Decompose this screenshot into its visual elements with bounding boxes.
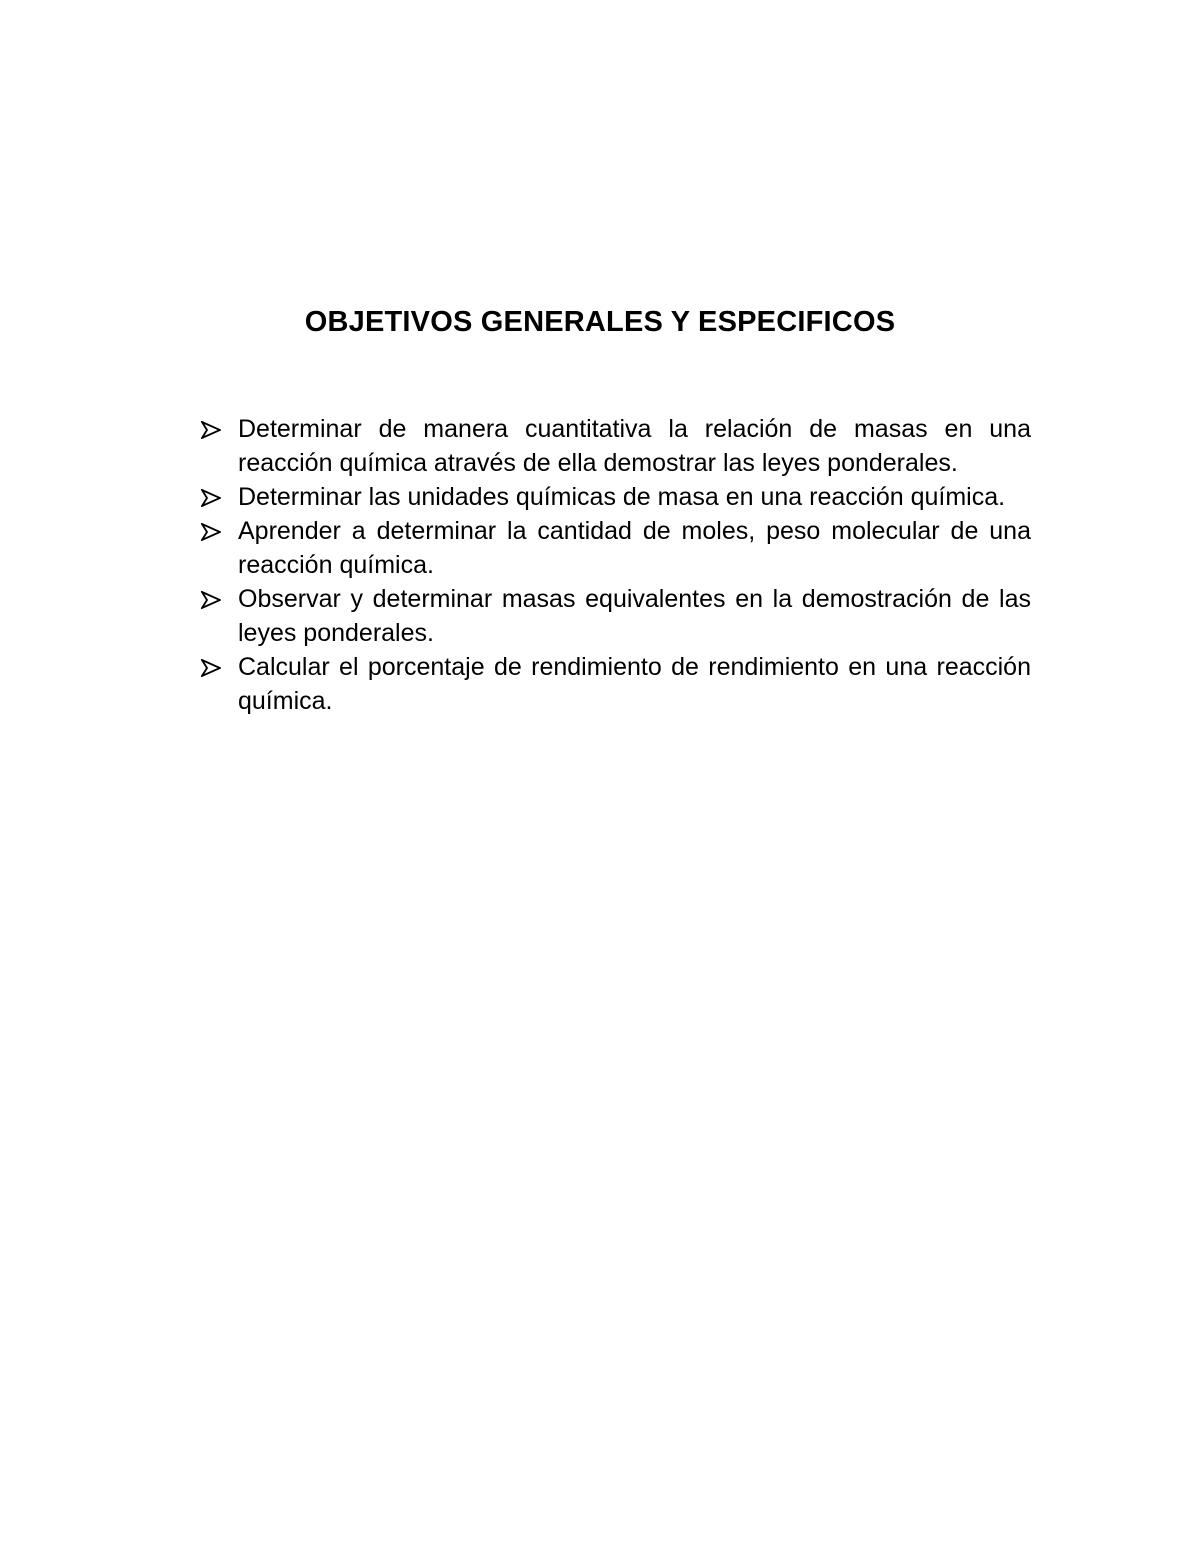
page-title: OBJETIVOS GENERALES Y ESPECIFICOS bbox=[304, 306, 896, 338]
list-item bbox=[201, 412, 1031, 480]
objective-text: Aprender a determinar la cantidad de moles, peso molecular de una reacción química. bbox=[238, 517, 1031, 579]
list-item bbox=[201, 514, 1031, 582]
arrowhead-bullet-icon bbox=[201, 591, 221, 609]
list-item bbox=[201, 480, 1031, 514]
objective-text: Determinar las unidades químicas de masa en una reacción química. bbox=[238, 483, 1006, 511]
arrowhead-bullet-icon bbox=[201, 421, 221, 439]
objectives-list bbox=[201, 412, 1031, 718]
objective-text: Calcular el porcentaje de rendimiento de rendimiento en una reacción química. bbox=[238, 653, 1031, 715]
arrowhead-bullet-icon bbox=[201, 489, 221, 507]
objective-text: Determinar de manera cuantitativa la relación de masas en una reacción química através de ella demostrar las leyes ponderales. bbox=[238, 415, 1031, 477]
list-item bbox=[201, 650, 1031, 718]
objective-text: Observar y determinar masas equivalentes en la demostración de las leyes ponderales. bbox=[238, 585, 1031, 647]
list-item bbox=[201, 582, 1031, 650]
arrowhead-bullet-icon bbox=[201, 523, 221, 541]
arrowhead-bullet-icon bbox=[201, 659, 221, 677]
